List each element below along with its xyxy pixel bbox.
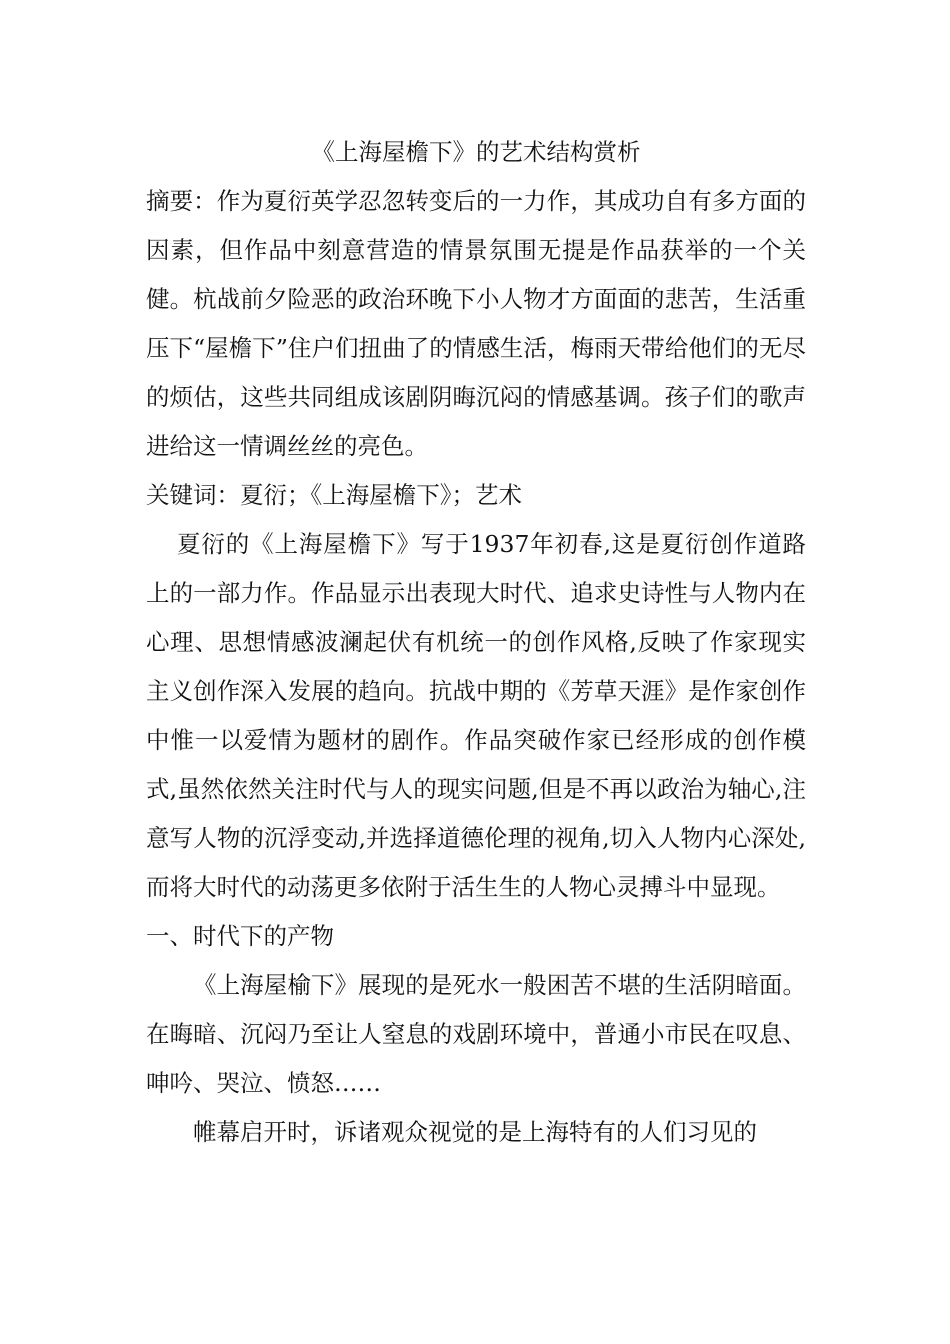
body-paragraph-1: 夏衍的《上海屋檐下》写于1937年初春,这是夏衍创作道路上的一部力作。作品显示出表现大时代、追求史诗性与人物内在心理、思想情感波澜起伏有机统一的创作风格,反映了作家现实主义创作深入发展的趋向。抗战中期的《芳草天涯》是作家创作中惟一以爱情为题材的剧作。作品突破作家已经形成的创作模式,虽然依然关注时代与人的现实问题,但是不再以政治为轴心,注意写人物的沉浮变动,并选择道德伦理的视角,切入人物内心深处,而将大时代的动荡更多依附于活生生的人物心灵搏斗中显现。 — [146, 530, 806, 901]
keywords-line: 关键词：夏衍；《上海屋檐下》；艺术 — [146, 481, 522, 509]
document-body — [146, 128, 806, 1157]
body-paragraph-2: 《上海屋榆下》展现的是死水一般困苦不堪的生活阴暗面。在晦暗、沉闷乃至让人窒息的戏剧环境中，普通小市民在叹息、呻吟、哭泣、愤怒…… — [146, 971, 806, 1097]
document-title: 《上海屋檐下》的艺术结构赏析 — [311, 138, 641, 166]
abstract-paragraph: 摘要：作为夏衍英学忍忽转变后的一力作，其成功自有多方面的因素，但作品中刻意营造的情景氛围无提是作品获举的一个关健。杭战前夕险恶的政治环晚下小人物才方面面的悲苦，生活重压下“屋檐下”住户们扭曲了的情感生活，梅雨天带给他们的无尽的烦估，这些共同组成该剧阴晦沉闷的情感基调。孩子们的歌声进给这一情调丝丝的亮色。 — [146, 187, 806, 460]
body-paragraph-3: 帷幕启开时，诉诸观众视觉的是上海特有的人们习见的 — [193, 1118, 757, 1146]
section-heading-1: 一、时代下的产物 — [146, 922, 334, 950]
